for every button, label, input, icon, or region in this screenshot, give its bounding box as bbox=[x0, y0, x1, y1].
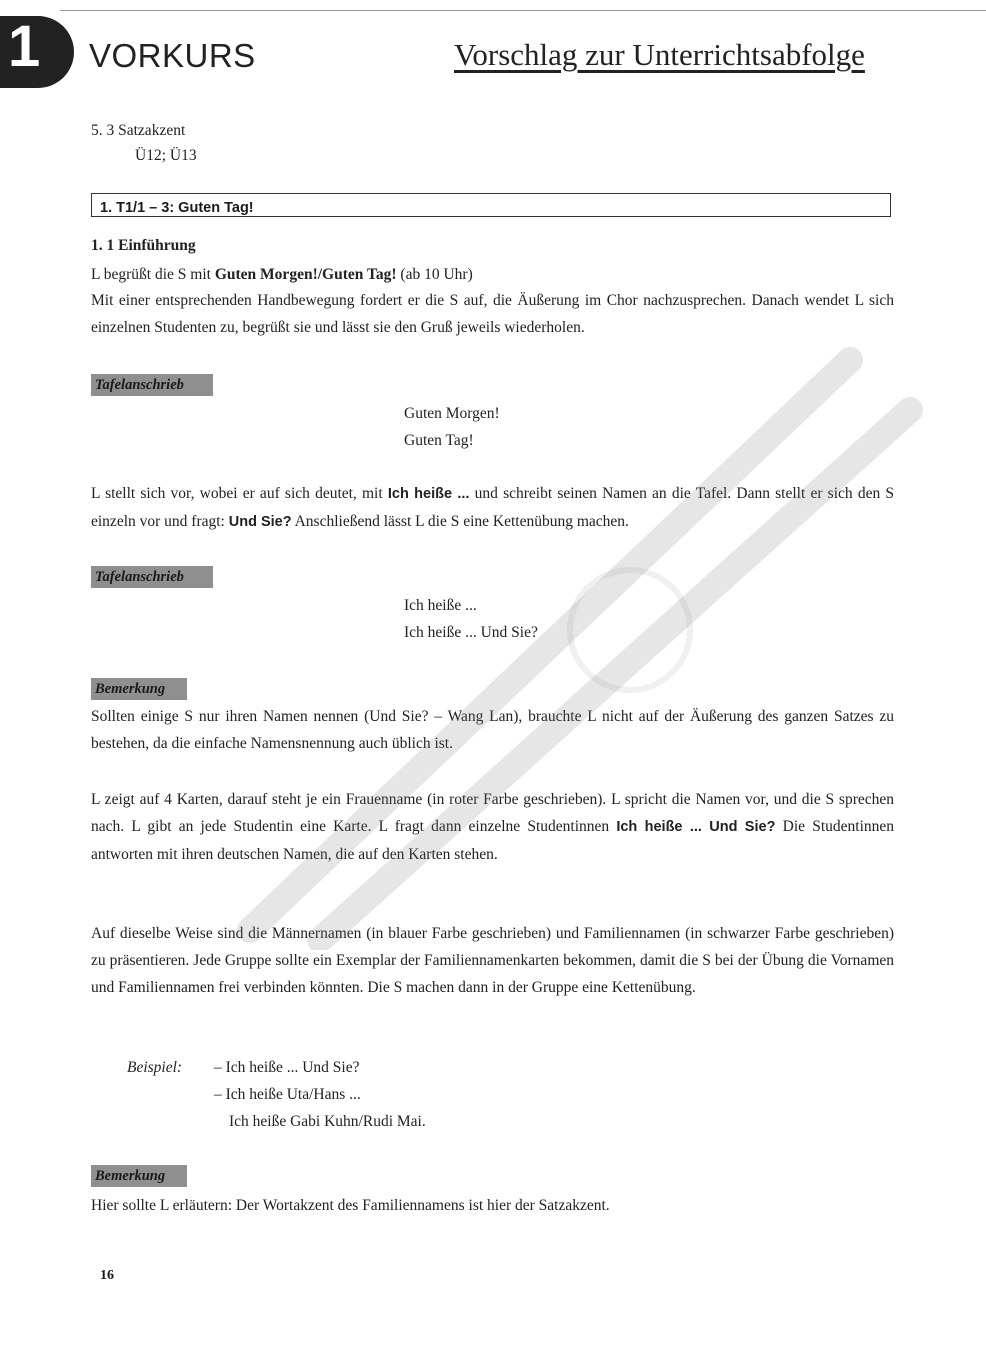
p4-text-b: Die Studentinnen antworten mit ihren deutschen Namen, die auf den Karten stehen. bbox=[91, 818, 894, 863]
p3-text-a: L stellt sich vor, wobei er auf sich deutet, mit bbox=[91, 485, 388, 502]
p1-bold: Guten Morgen!/Guten Tag! bbox=[214, 266, 397, 283]
section-title: 1. T1/1 – 3: Guten Tag! bbox=[100, 200, 254, 216]
bemerkung-1-text: Sollten einige S nur ihren Namen nennen (Und Sie? – Wang Lan), brauchte L nicht auf der Äußerung des ganzen Satzes zu bestehen, da die einfache Namensnennung auch üblich ist. bbox=[91, 708, 894, 752]
paragraph-chorus: Mit einer entsprechenden Handbewegung fordert er die S auf, die Äußerung im Chor nachzusprechen. Danach wendet L sich einzelnen Studenten zu, begrüßt sie und lässt sie den Gruß jeweils wiederholen. bbox=[91, 292, 894, 336]
tafel-2-line-1: Ich heiße ... bbox=[404, 597, 477, 614]
p4-bold: Ich heiße ... Und Sie? bbox=[616, 819, 776, 835]
beispiel-label: Beispiel: bbox=[127, 1059, 183, 1076]
tafel-2-line-2: Ich heiße ... Und Sie? bbox=[404, 624, 538, 641]
bemerkung-label-2: Bemerkung bbox=[91, 1165, 187, 1187]
p1-text-a: L begrüßt die S mit bbox=[91, 266, 215, 283]
bemerkung-label-1: Bemerkung bbox=[91, 678, 187, 700]
tafelanschrieb-label-2: Tafelanschrieb bbox=[91, 566, 213, 588]
beispiel-line-3: Ich heiße Gabi Kuhn/Rudi Mai. bbox=[229, 1113, 426, 1130]
intro-line-1: 5. 3 Satzakzent bbox=[91, 122, 186, 139]
intro-line-2: Ü12; Ü13 bbox=[135, 147, 197, 164]
p4-text-a: L zeigt auf 4 Karten, darauf steht je ein Frauenname (in roter Farbe geschrieben). L spricht die Namen vor, und die S sprechen nach. L gibt an jede Studentin eine Karte. L fragt dann einzelne Studentinnen bbox=[91, 791, 894, 835]
paragraph-group: Auf dieselbe Weise sind die Männernamen (in blauer Farbe geschrieben) und Familiennamen (in schwarzer Farbe geschrieben) zu präsentieren. Jede Gruppe sollte ein Exemplar der Familiennamenkarten bekommen, damit die S bei der Übung die Vornamen und Familiennamen frei verbinden könnten. Die S machen dann in der Gruppe eine Kettenübung. bbox=[91, 925, 894, 996]
bemerkung-2-text: Hier sollte L erläutern: Der Wortakzent des Familiennamens ist hier der Satzakzent. bbox=[91, 1197, 610, 1214]
paragraph-greeting bbox=[91, 261, 894, 288]
p3-bold-2: Und Sie? bbox=[228, 514, 292, 530]
paragraph-cards bbox=[91, 786, 894, 868]
p1-text-b: (ab 10 Uhr) bbox=[396, 266, 473, 283]
chapter-title: VORKURS bbox=[89, 37, 256, 74]
header-rule bbox=[60, 10, 986, 11]
paragraph-introduce bbox=[91, 480, 894, 536]
page-header-title: Vorschlag zur Unterrichtsabfolge bbox=[454, 37, 865, 72]
tafel-1-line-1: Guten Morgen! bbox=[404, 405, 500, 422]
p3-text-c: Anschließend lässt L die S eine Kettenübung machen. bbox=[291, 513, 629, 530]
subsection-title: 1. 1 Einführung bbox=[91, 237, 196, 254]
p3-text-b: und schreibt seinen Namen an die Tafel. Dann stellt er sich den S einzeln vor und fragt: bbox=[91, 485, 895, 530]
page-number: 16 bbox=[100, 1268, 114, 1283]
chapter-number: 1 bbox=[8, 14, 41, 79]
tafel-1-line-2: Guten Tag! bbox=[404, 432, 474, 449]
p3-bold-1: Ich heiße ... bbox=[387, 486, 470, 502]
beispiel-line-1: – Ich heiße ... Und Sie? bbox=[214, 1059, 360, 1076]
beispiel-line-2: – Ich heiße Uta/Hans ... bbox=[214, 1086, 361, 1103]
tafelanschrieb-label-1: Tafelanschrieb bbox=[91, 374, 213, 396]
